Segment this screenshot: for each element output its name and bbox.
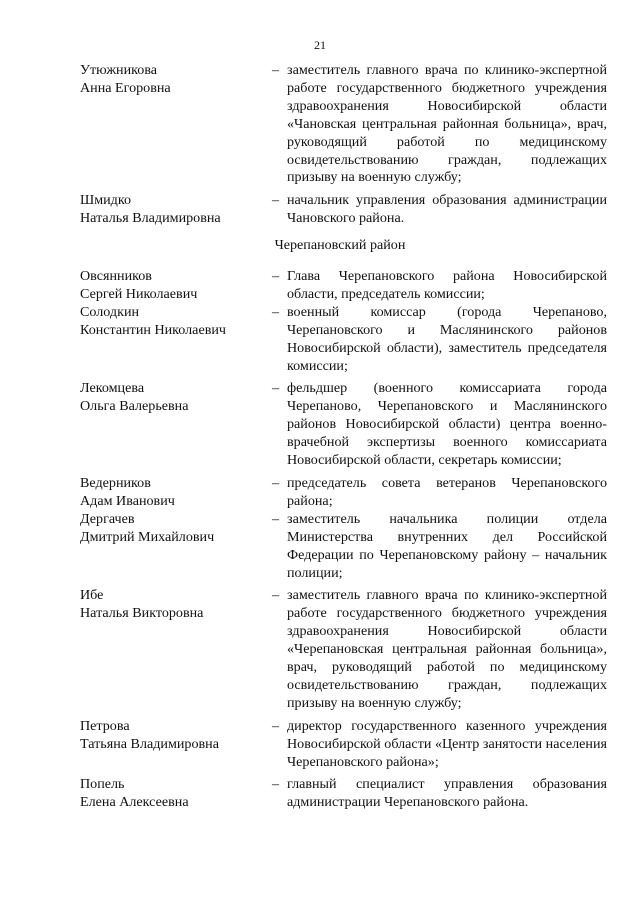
member-given-name: Константин Николаевич: [80, 321, 226, 338]
member-given-name: Наталья Владимировна: [80, 210, 221, 227]
member-name: [80, 475, 272, 511]
member-given-name: Наталья Викторовна: [80, 605, 204, 622]
member-role: директор государственного казенного учреждения Новосибирской области «Центр занятости населения Черепановского района»;: [287, 717, 607, 770]
member-surname: Попель: [80, 776, 125, 793]
member-role: заместитель главного врача по клинико-экспертной работе государственного бюджетного учреждения здравоохранения Новосибирской области «Черепановская центральная районная больница», врач, руководящий работой по медицинскому освидетельствованию граждан, подлежащих призыву на военную службу;: [287, 587, 607, 711]
page-number: 21: [314, 38, 326, 52]
member-given-name: Ольга Валерьевна: [80, 398, 189, 415]
member-name: [80, 304, 272, 340]
member-given-name: Татьяна Владимировна: [80, 735, 219, 752]
dash-separator: –: [272, 268, 280, 284]
member-surname: Дергачев: [80, 510, 135, 527]
member-name: [80, 718, 272, 754]
member-name: [80, 587, 272, 623]
member-name: [80, 62, 272, 98]
list-item: [80, 776, 607, 812]
dash-separator: –: [272, 587, 280, 604]
dash-separator: –: [272, 62, 280, 78]
member-given-name: Сергей Николаевич: [80, 285, 198, 302]
dash-separator: –: [272, 776, 280, 793]
dash-separator: –: [272, 474, 280, 491]
members-list-chanovsky: [80, 62, 607, 228]
section-title: Черепановский район: [274, 237, 406, 253]
member-role: Глава Черепановского района Новосибирской области, председатель комиссии;: [287, 268, 607, 302]
member-name: [80, 380, 272, 416]
list-item: [80, 511, 607, 583]
member-role: заместитель главного врача по клинико-экспертной работе государственного бюджетного учреждения здравоохранения Новосибирской области «Чановская центральная районная больница», врач, руководящий работой по медицинскому освидетельствованию граждан, подлежащих призыву на военную службу;: [287, 62, 607, 186]
dash-separator: –: [272, 303, 280, 320]
list-item: [80, 268, 607, 304]
member-role: председатель совета ветеранов Черепановского района;: [287, 474, 607, 509]
member-name: [80, 192, 272, 228]
member-surname: Ведерников: [80, 474, 151, 491]
list-item: [80, 718, 607, 772]
member-role: военный комиссар (города Черепаново, Черепановского и Маслянинского районов Новосибирской области), заместитель председателя комиссии;: [287, 303, 607, 374]
list-item: [80, 62, 607, 187]
member-surname: Солодкин: [80, 303, 140, 320]
member-surname: Шмидко: [80, 192, 132, 209]
member-role: начальник управления образования администрации Чановского района.: [287, 192, 607, 227]
member-surname: Ибе: [80, 587, 104, 604]
member-surname: Лекомцева: [80, 380, 145, 397]
member-given-name: Елена Алексеевна: [80, 794, 189, 811]
list-item: [80, 192, 607, 228]
list-item: [80, 380, 607, 470]
list-item: [80, 587, 607, 712]
members-list-cherepanovsky: [80, 268, 607, 812]
member-surname: Петрова: [80, 717, 130, 734]
list-item: [80, 475, 607, 511]
member-role: фельдшер (военного комиссариата города Черепаново, Черепановского и Маслянинского районов Новосибирской области) центра военно-врачебной экспертизы военного комиссариата Новосибирской области, секретарь комиссии;: [287, 380, 607, 469]
dash-separator: –: [272, 380, 280, 397]
member-role: заместитель начальника полиции отдела Министерства внутренних дел Российской Федерации по Черепановскому району – начальник полиции;: [287, 510, 607, 581]
member-role: главный специалист управления образования администрации Черепановского района.: [287, 776, 607, 811]
member-given-name: Адам Иванович: [80, 492, 175, 509]
list-item: [80, 304, 607, 376]
member-name: [80, 511, 272, 547]
member-given-name: Анна Егоровна: [80, 79, 171, 96]
dash-separator: –: [272, 192, 280, 209]
member-name: [80, 776, 272, 812]
member-name: [80, 268, 272, 304]
member-surname: Овсянников: [80, 268, 152, 284]
dash-separator: –: [272, 717, 280, 734]
member-given-name: Дмитрий Михайлович: [80, 528, 215, 545]
dash-separator: –: [272, 510, 280, 527]
member-surname: Утюжникова: [80, 62, 158, 78]
